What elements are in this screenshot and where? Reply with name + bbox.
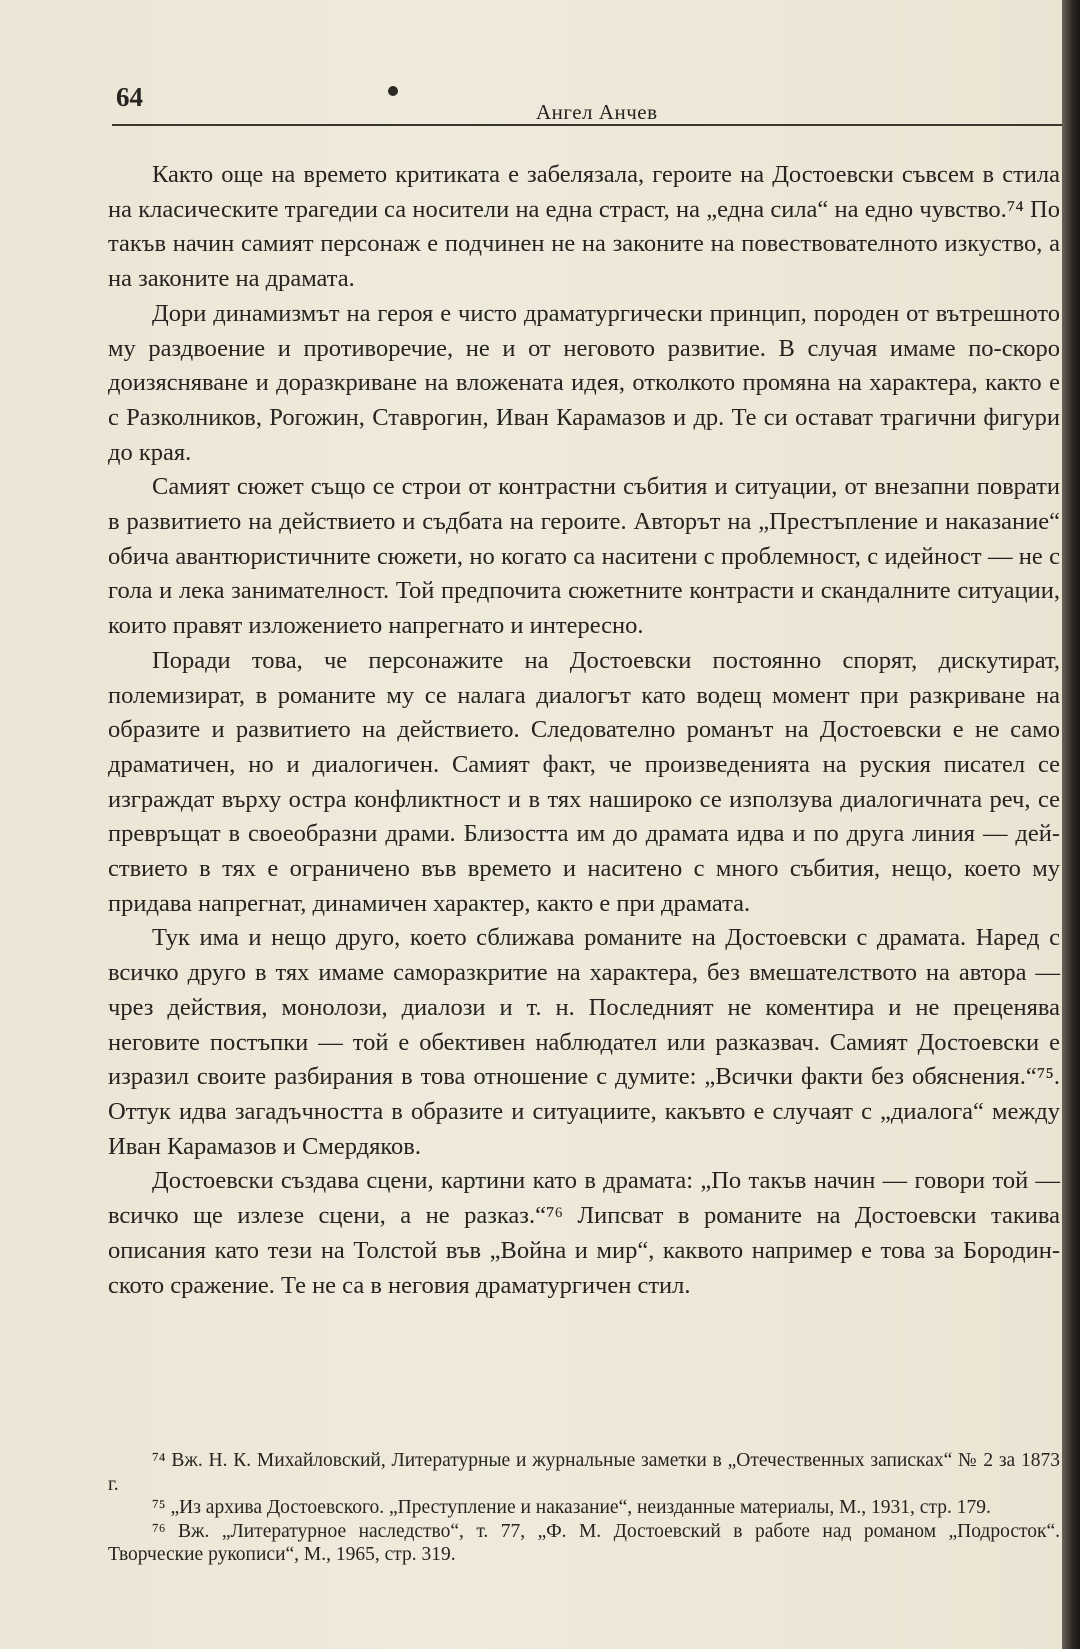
ink-dot	[388, 86, 398, 96]
paragraph: Както още на времето критиката е забелязала, героите на Достоевски съвсем в стила на класическите трагедии са носители на една страст, на „една сила“ на едно чувство.⁷⁴ По такъв начин самият персонаж е подчинен не на законите на повествователното изкуство, а на законите на драмата.	[108, 161, 1060, 293]
footnote: ⁷⁴ Вж. Н. К. Михайловский, Литературные и журнальные заметки в „Отечественных записках“ № 2 за 1873 г.	[108, 1450, 1060, 1495]
paragraph: Поради това, че персонажите на Достоевски постоянно спорят, дискутират, полемизират, в романите му се налага диалогът като водещ момент при разкриване на образите и развитието на действието. Следователно романът на Достоевски е не само драматичен, но и диалогичен. Самият факт, че произведенията на руския писател се изграждат върху остра конфликтност и в тях нашиpoко се използува диалогичната реч, се превръщат в своеобразни драми. Близостта им до драмата идва и по друга линия — действието в тях е ограничено във времето и наситено с много събития, нещо, което му придава напрегнат, динамичен характер, както е при драмата.	[108, 646, 1060, 917]
footnote: ⁷⁶ Вж. „Литературное наследство“, т. 77, „Ф. М. Достоевский в работе над романом „Подросток“. Творческие рукописи“, М., 1965, стр. 319.	[108, 1520, 1060, 1565]
page-number: 64	[116, 82, 143, 112]
paragraph: Тук има и нещо друго, което сближава романите на Достоевски с драмата. Наред с всичко друго в тях имаме саморазкритие на характера, без вмешателството на автора — чрез действия, монолози, диалози и т. н. Последният не коментира и не преценява неговите постъпки — той е обективен наблюдател или разказвач. Самият Достоевски е изразил своите разбирания в това отношение с думите: „Всички факти без обяснения.“⁷⁵. Оттук идва загадъчността в образите и ситуациите, какъвто е случаят с „диалога“ между Иван Карамазов и Смердяков.	[108, 924, 1060, 1160]
header-rule	[112, 124, 1062, 126]
paragraph: Самият сюжет също се строи от контрастни събития и ситуации, от внезапни поврати в развитието на действието и съдбата на героите. Авторът на „Престъпление и наказание“ обича авантюристичните сюжети, но когато са наситени с проблемност, с идейност — не с гола и лека занимателност. Той предпочита сюжетните контрасти и скандалните ситуации, които правят изложението напрегнато и интересно.	[108, 473, 1060, 640]
paragraph: Дори динамизмът на героя е чисто драматургически принцип, породен от вътрешното му раздвоение и противоречие, не и от неговото развитие. В случая имаме по-скоро доизясняване и доразкриване на вложената идея, отколкото промяна на характера, както е с Разколников, Рогожин, Ставрогин, Иван Карамазов и др. Те си остават трагични фигури до края.	[108, 299, 1060, 466]
page-header	[112, 82, 1062, 126]
footnote: ⁷⁵ „Из архива Достоевского. „Преступление и наказание“, неизданные материалы, М., 1931, стр. 179.	[152, 1497, 991, 1518]
book-spine-shadow	[1062, 0, 1080, 1649]
footnotes	[108, 1449, 1060, 1567]
paragraph: Достоевски създава сцени, картини като в драмата: „По такъв начин — говори той — всичко ще излезе сцени, а не разказ.“⁷⁶ Липсват в романите на Достоевски такива описания като тези на Толстой във „Война и мир“, каквото например е това за Бородинското сражение. Те не са в неговия драматургичен стил.	[108, 1167, 1060, 1299]
body-text	[108, 158, 1060, 1303]
running-head-author: Ангел Анчев	[536, 100, 658, 124]
